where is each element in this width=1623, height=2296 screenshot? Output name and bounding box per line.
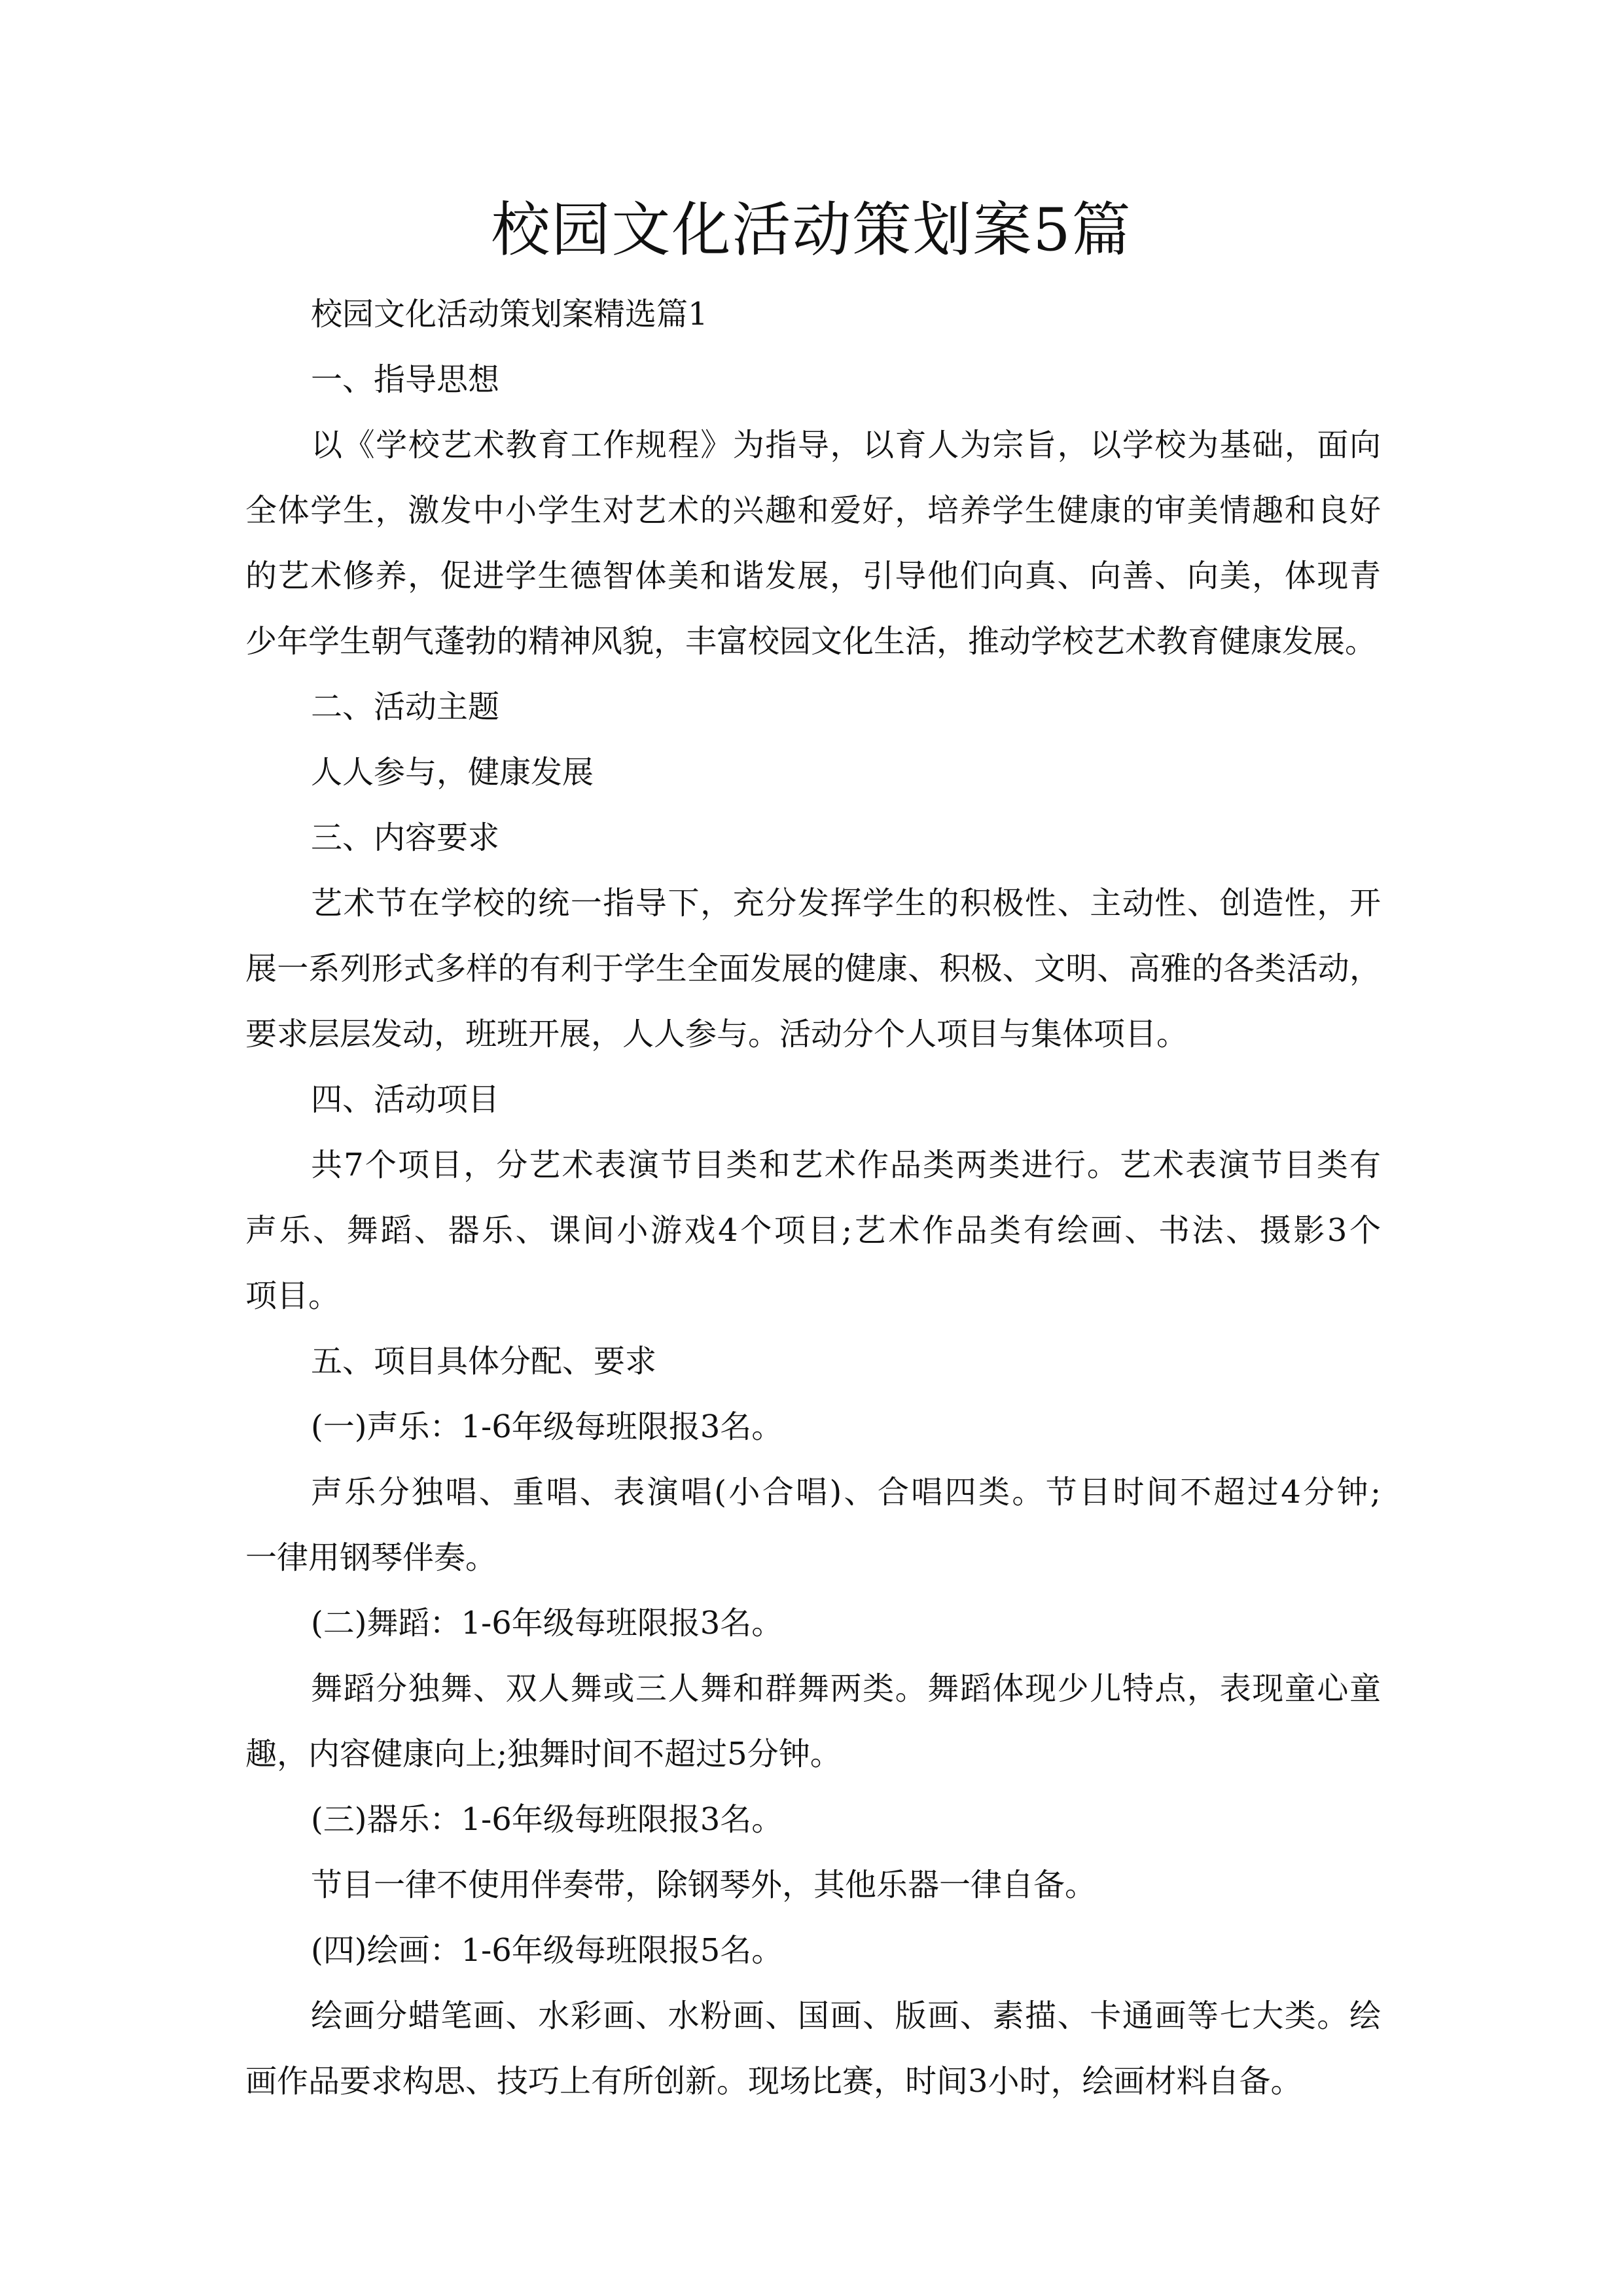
text-line: 项目。 — [245, 1278, 340, 1314]
body-paragraph — [245, 1656, 1381, 1787]
section-heading — [245, 674, 1381, 740]
text-line: 绘画分蜡笔画、水彩画、水粉画、国画、版画、素描、卡通画等七大类。绘 — [311, 1998, 1381, 2034]
body-paragraph — [245, 1983, 1381, 2114]
text-line: 要求层层发动，班班开展，人人参与。活动分个人项目与集体项目。 — [245, 1016, 1188, 1052]
text-line: 共7个项目，分艺术表演节目类和艺术作品类两类进行。艺术表演节目类有 — [311, 1147, 1381, 1183]
text-line: 全体学生，激发中小学生对艺术的兴趣和爱好，培养学生健康的审美情趣和良好 — [245, 492, 1381, 529]
text-line: 人人参与，健康发展 — [311, 754, 594, 791]
subsection-heading — [245, 1918, 1381, 1983]
body-paragraph — [245, 1852, 1381, 1918]
text-line: 五、项目具体分配、要求 — [311, 1343, 657, 1380]
text-line: 以《学校艺术教育工作规程》为指导，以育人为宗旨，以学校为基础，面向 — [311, 427, 1381, 463]
text-line: 声乐分独唱、重唱、表演唱(小合唱)、合唱四类。节目时间不超过4分钟; — [311, 1474, 1381, 1511]
body-paragraph — [245, 412, 1381, 674]
text-line: 少年学生朝气蓬勃的精神风貌，丰富校园文化生活，推动学校艺术教育健康发展。 — [245, 623, 1377, 660]
document-body — [245, 281, 1381, 2114]
section-heading — [245, 1067, 1381, 1132]
section-heading — [245, 281, 1381, 347]
text-line: 艺术节在学校的统一指导下，充分发挥学生的积极性、主动性、创造性，开 — [311, 885, 1381, 922]
text-line: 展一系列形式多样的有利于学生全面发展的健康、积极、文明、高雅的各类活动， — [245, 950, 1381, 987]
text-line: 一、指导思想 — [311, 361, 500, 398]
text-line: 一律用钢琴伴奏。 — [245, 1539, 497, 1576]
subsection-heading — [245, 1590, 1381, 1656]
text-line: (一)声乐：1-6年级每班限报3名。 — [311, 1408, 783, 1445]
section-heading — [245, 805, 1381, 870]
body-paragraph — [245, 870, 1381, 1067]
text-line: 节目一律不使用伴奏带，除钢琴外，其他乐器一律自备。 — [311, 1867, 1097, 1903]
body-paragraph — [245, 1460, 1381, 1590]
text-line: 二、活动主题 — [311, 689, 500, 725]
text-line: (二)舞蹈：1-6年级每班限报3名。 — [311, 1605, 783, 1641]
section-heading — [245, 1329, 1381, 1394]
text-line: 舞蹈分独舞、双人舞或三人舞和群舞两类。舞蹈体现少儿特点，表现童心童 — [311, 1670, 1381, 1707]
body-paragraph — [245, 740, 1381, 805]
text-line: 声乐、舞蹈、器乐、课间小游戏4个项目;艺术作品类有绘画、书法、摄影3个 — [245, 1212, 1381, 1249]
document-title: 校园文化活动策划案5篇 — [491, 196, 1132, 264]
subsection-heading — [245, 1394, 1381, 1460]
section-heading — [245, 347, 1381, 412]
text-line: (四)绘画：1-6年级每班限报5名。 — [311, 1932, 783, 1969]
text-line: 画作品要求构思、技巧上有所创新。现场比赛，时间3小时，绘画材料自备。 — [245, 2063, 1302, 2100]
text-line: 的艺术修养，促进学生德智体美和谐发展，引导他们向真、向善、向美，体现青 — [245, 558, 1381, 594]
text-line: 三、内容要求 — [311, 819, 500, 856]
text-line: (三)器乐：1-6年级每班限报3名。 — [311, 1801, 783, 1838]
text-line: 四、活动项目 — [311, 1081, 500, 1118]
text-line: 校园文化活动策划案精选篇1 — [311, 296, 708, 332]
body-paragraph — [245, 1132, 1381, 1329]
subsection-heading — [245, 1787, 1381, 1852]
text-line: 趣，内容健康向上;独舞时间不超过5分钟。 — [245, 1736, 842, 1772]
